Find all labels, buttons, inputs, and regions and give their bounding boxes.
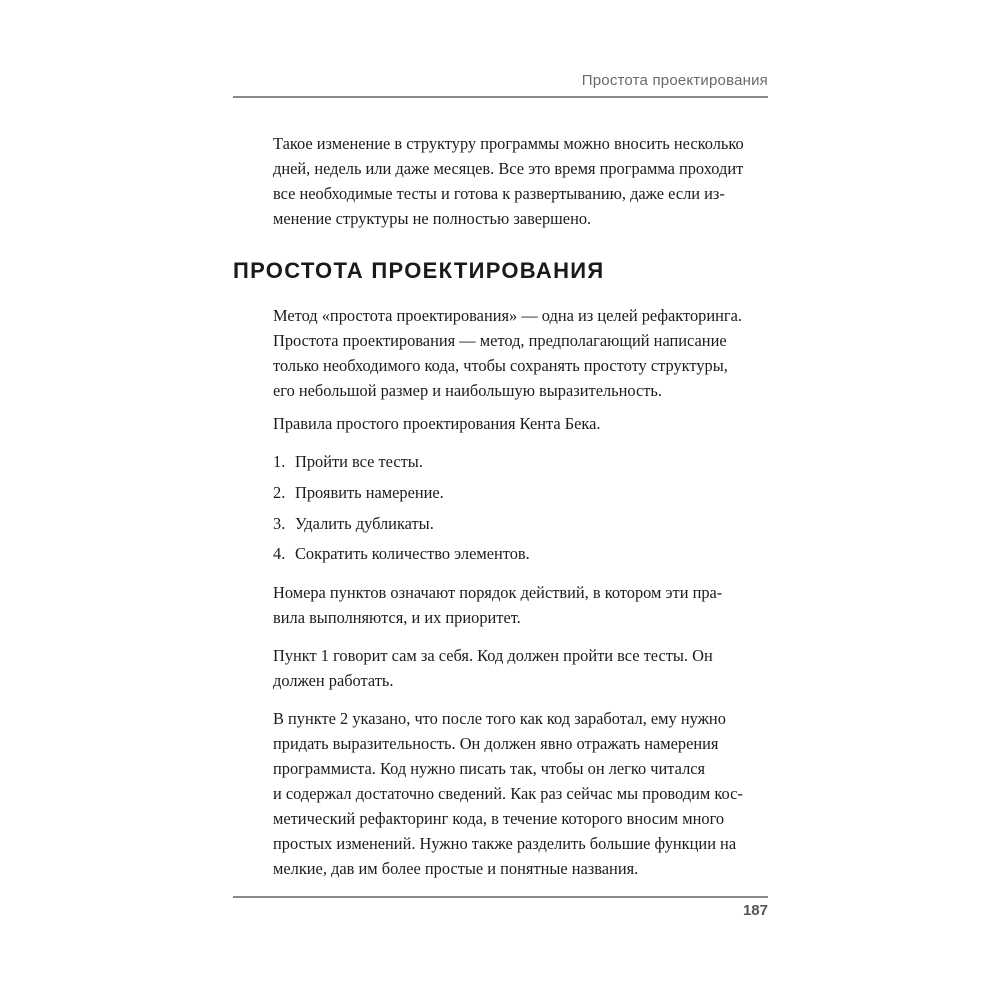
section-paragraph-1 <box>273 303 773 403</box>
paragraph-line: Пункт 1 говорит сам за себя. Код должен пройти все тесты. Он <box>273 646 713 665</box>
page-number: 187 <box>742 902 768 919</box>
list-text: Сократить количество элементов. <box>295 544 530 563</box>
paragraph-line: метический рефакторинг кода, в течение которого вносим много <box>273 809 725 828</box>
paragraph-line: Номера пунктов означают порядок действий, в котором эти пра- <box>273 583 723 602</box>
paragraph-line: и содержал достаточно сведений. Как раз сейчас мы проводим кос- <box>273 784 743 803</box>
paragraph-line: придать выразительность. Он должен явно отражать намерения <box>273 734 719 753</box>
paragraph-line: его небольшой размер и наибольшую выразительность. <box>273 381 663 400</box>
footer-rule <box>233 896 768 898</box>
paragraph-line: простых изменений. Нужно также разделить большие функции на <box>273 834 737 853</box>
intro-paragraph <box>273 131 773 231</box>
rules-intro <box>273 411 773 436</box>
paragraph-line: мелкие, дав им более простые и понятные названия. <box>273 859 639 878</box>
list-number: 2. <box>273 483 286 502</box>
paragraph-line: только необходимого кода, чтобы сохранять простоту структуры, <box>273 356 728 375</box>
list-text: Пройти все тесты. <box>295 452 423 471</box>
paragraph-line: программиста. Код нужно писать так, чтобы он легко читался <box>273 759 706 778</box>
list-text: Удалить дубликаты. <box>295 514 434 533</box>
list-item <box>273 511 434 536</box>
list-number: 3. <box>273 514 286 533</box>
list-item <box>273 541 530 566</box>
paragraph-line: все необходимые тесты и готова к развертыванию, даже если из- <box>273 184 725 203</box>
list-text: Проявить намерение. <box>295 483 444 502</box>
paragraph-line: должен работать. <box>273 671 394 690</box>
paragraph-line: вила выполняются, и их приоритет. <box>273 608 521 627</box>
list-number: 1. <box>273 452 286 471</box>
section-paragraph-2 <box>273 580 773 630</box>
paragraph-line: Правила простого проектирования Кента Бека. <box>273 414 601 433</box>
paragraph-line: менение структуры не полностью завершено. <box>273 209 592 228</box>
section-paragraph-3 <box>273 643 773 693</box>
header-rule <box>233 96 768 98</box>
section-paragraph-4 <box>273 706 773 881</box>
paragraph-line: Простота проектирования — метод, предполагающий написание <box>273 331 727 350</box>
list-item <box>273 480 444 505</box>
list-number: 4. <box>273 544 286 563</box>
section-heading: ПРОСТОТА ПРОЕКТИРОВАНИЯ <box>233 258 605 283</box>
paragraph-line: дней, недель или даже месяцев. Все это время программа проходит <box>273 159 744 178</box>
list-item <box>273 449 423 474</box>
paragraph-line: Такое изменение в структуру программы можно вносить несколько <box>273 134 744 153</box>
running-head: Простота проектирования <box>581 72 768 89</box>
paragraph-line: Метод «простота проектирования» — одна из целей рефакторинга. <box>273 306 743 325</box>
paragraph-line: В пункте 2 указано, что после того как код заработал, ему нужно <box>273 709 726 728</box>
